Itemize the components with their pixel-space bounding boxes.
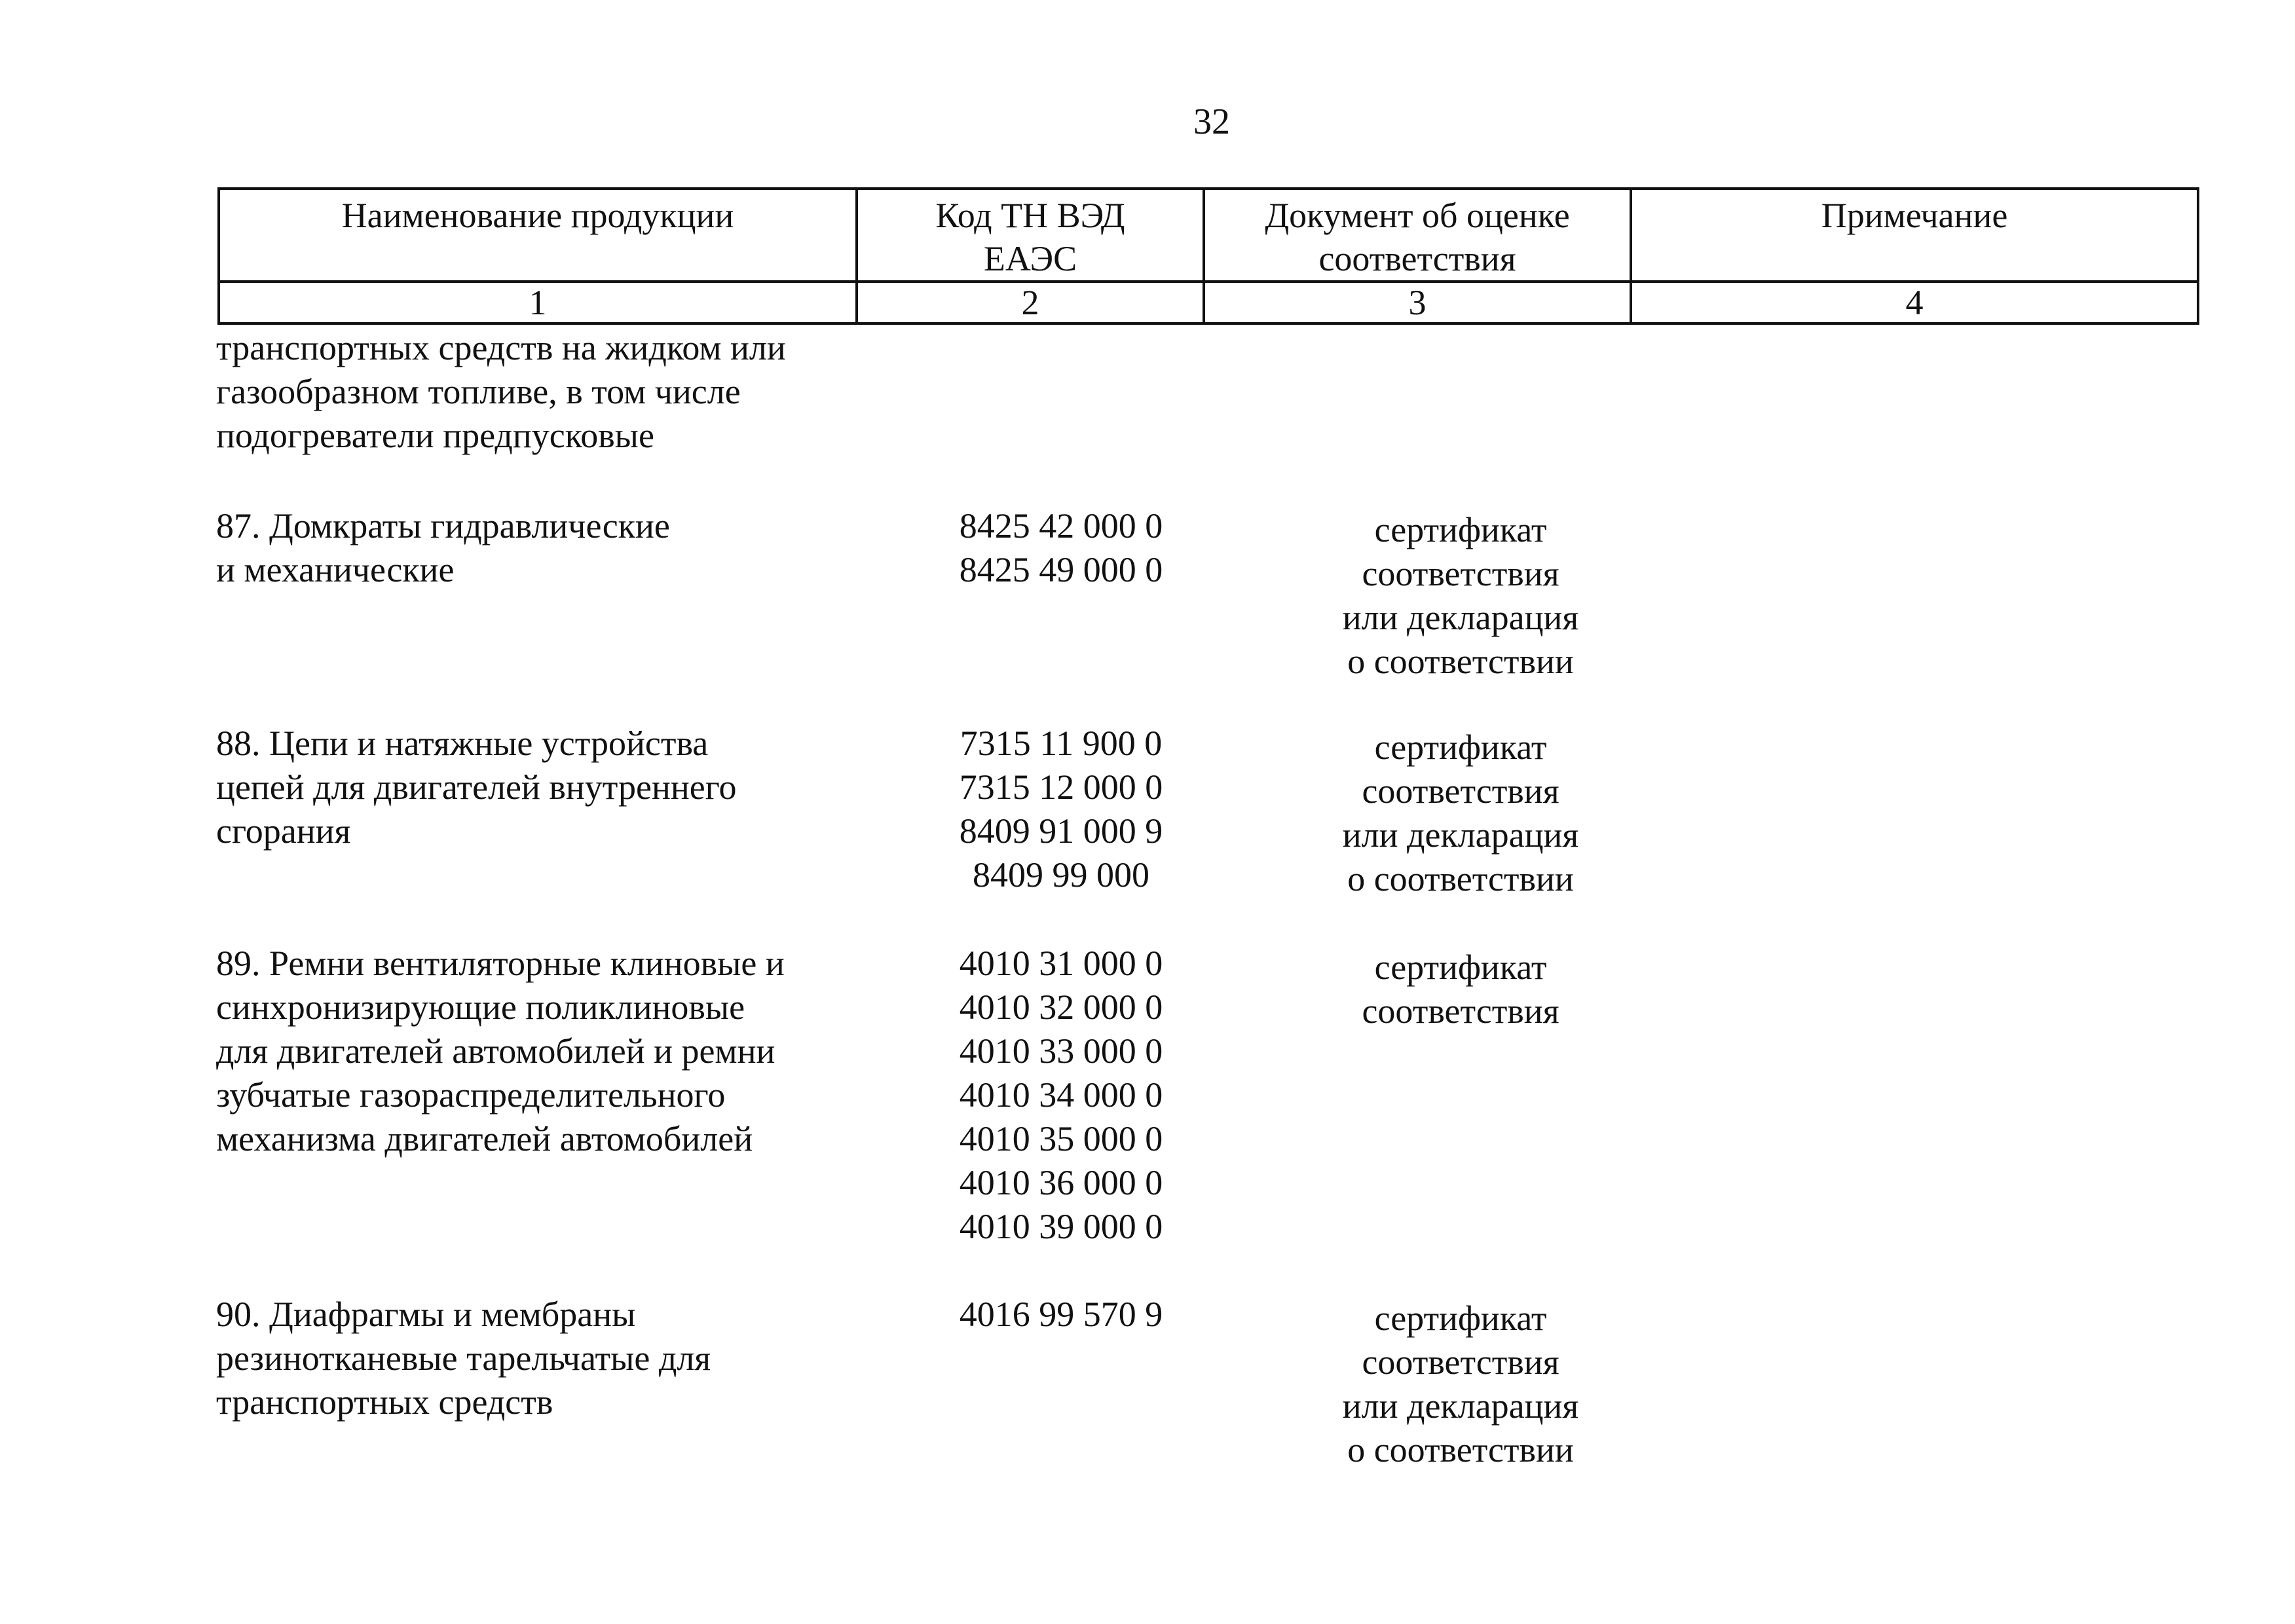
- table-row: [216, 326, 2201, 504]
- column-number: 4: [1631, 282, 2198, 323]
- conformity-document-line: о соответствии: [1347, 859, 1574, 898]
- table-body: [216, 326, 2201, 1489]
- table-row: [216, 722, 2201, 942]
- tn-ved-code: 4010 32 000 0: [959, 987, 1163, 1027]
- conformity-document-line: или декларация: [1342, 815, 1579, 855]
- product-name-line: подогреватели предпусковые: [216, 416, 654, 455]
- conformity-document: [1244, 326, 1677, 330]
- tn-ved-code: 4010 31 000 0: [959, 944, 1163, 983]
- tn-ved-code: 7315 12 000 0: [959, 767, 1163, 807]
- tn-ved-codes: [878, 942, 1244, 1249]
- product-name-line: синхронизирующие поликлиновые: [216, 987, 745, 1027]
- conformity-document: [1244, 942, 1677, 1033]
- conformity-document-line: о соответствии: [1347, 1430, 1574, 1469]
- product-name-line: 90. Диафрагмы и мембраны: [216, 1295, 636, 1334]
- tn-ved-code: 8409 91 000 9: [959, 811, 1163, 851]
- conformity-document: [1244, 504, 1677, 684]
- product-name: [216, 504, 878, 592]
- conformity-document-line: сертификат: [1374, 1299, 1547, 1338]
- tn-ved-code: 4010 33 000 0: [959, 1031, 1163, 1071]
- tn-ved-codes: [878, 1293, 1244, 1337]
- product-name-line: механизма двигателей автомобилей: [216, 1119, 753, 1158]
- header-tn-ved-code-line: ЕАЭС: [983, 239, 1077, 278]
- product-name-line: транспортных средств: [216, 1382, 553, 1422]
- table-row: [216, 942, 2201, 1293]
- conformity-document: [1244, 722, 1677, 901]
- header-titles-row: [219, 189, 2198, 282]
- tn-ved-code: 8425 42 000 0: [959, 506, 1163, 545]
- header-tn-ved-code-line: Код ТН ВЭД: [935, 196, 1125, 235]
- tn-ved-code: 8425 49 000 0: [959, 550, 1163, 589]
- product-name-line: резинотканевые тарельчатые для: [216, 1338, 711, 1378]
- header-conformity-document: [1204, 189, 1631, 282]
- product-name-line: для двигателей автомобилей и ремни: [216, 1031, 775, 1071]
- header-conformity-document-line: соответствия: [1318, 239, 1516, 278]
- column-number: 2: [857, 282, 1204, 323]
- conformity-document-line: сертификат: [1374, 510, 1547, 549]
- header-conformity-document-line: Документ об оценке: [1265, 196, 1570, 235]
- tn-ved-codes: [878, 504, 1244, 592]
- tn-ved-code: 8409 99 000: [973, 855, 1149, 895]
- product-name: [216, 942, 878, 1161]
- column-number: 1: [219, 282, 857, 323]
- conformity-document-line: о соответствии: [1347, 642, 1574, 681]
- conformity-document: [1244, 1293, 1677, 1472]
- header-product-name: [219, 189, 857, 282]
- product-name-line: газообразном топливе, в том числе: [216, 372, 741, 411]
- product-name-line: сгорания: [216, 811, 351, 851]
- conformity-document-line: соответствия: [1362, 1342, 1559, 1382]
- conformity-document-line: соответствия: [1362, 554, 1559, 593]
- product-name: [216, 326, 878, 458]
- product-name: [216, 722, 878, 853]
- table-row: [216, 1293, 2201, 1489]
- conformity-document-line: сертификат: [1374, 728, 1547, 767]
- header-note-line: Примечание: [1821, 196, 2008, 235]
- product-name-line: транспортных средств на жидком или: [216, 328, 786, 367]
- header-numbers-row: [219, 282, 2198, 323]
- page-number: 32: [1193, 101, 1230, 142]
- header-note: [1631, 189, 2198, 282]
- tn-ved-code: 4016 99 570 9: [959, 1295, 1163, 1334]
- product-name-line: и механические: [216, 550, 455, 589]
- tn-ved-code: 7315 11 900 0: [960, 724, 1163, 763]
- product-name-line: зубчатые газораспределительного: [216, 1075, 726, 1115]
- tn-ved-codes: [878, 722, 1244, 897]
- table-row: [216, 504, 2201, 722]
- product-name: [216, 1293, 878, 1424]
- tn-ved-code: 4010 36 000 0: [959, 1163, 1163, 1202]
- header-tn-ved-code: [857, 189, 1204, 282]
- tn-ved-code: 4010 35 000 0: [959, 1119, 1163, 1158]
- product-name-line: цепей для двигателей внутреннего: [216, 767, 737, 807]
- tn-ved-code: 4010 34 000 0: [959, 1075, 1163, 1115]
- conformity-document-line: соответствия: [1362, 991, 1559, 1031]
- product-name-line: 88. Цепи и натяжные устройства: [216, 724, 709, 763]
- product-name-line: 89. Ремни вентиляторные клиновые и: [216, 944, 785, 983]
- product-name-line: 87. Домкраты гидравлические: [216, 506, 670, 545]
- table-header: [217, 187, 2199, 325]
- header-product-name-line: Наименование продукции: [341, 196, 734, 235]
- conformity-document-line: соответствия: [1362, 771, 1559, 811]
- conformity-document-line: или декларация: [1342, 598, 1579, 637]
- conformity-document-line: сертификат: [1374, 948, 1547, 987]
- column-number: 3: [1204, 282, 1631, 323]
- conformity-document-line: или декларация: [1342, 1386, 1579, 1426]
- tn-ved-code: 4010 39 000 0: [959, 1207, 1163, 1246]
